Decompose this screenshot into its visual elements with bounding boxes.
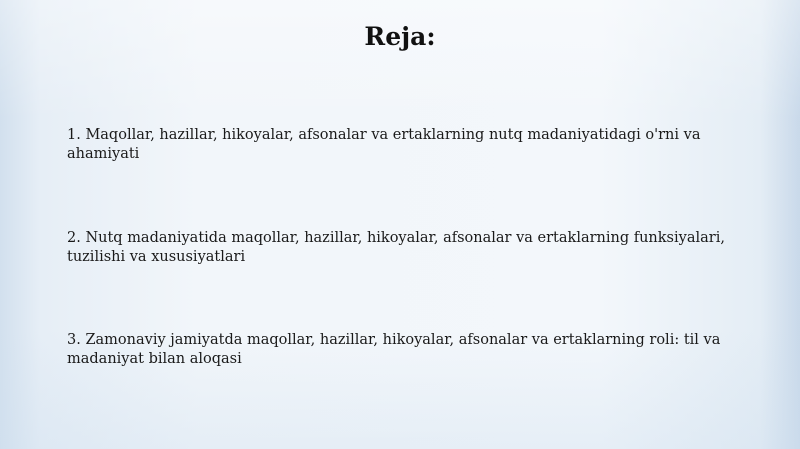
plan-item-2: 2. Nutq madaniyatida maqollar, hazillar, hikoyalar, afsonalar va ertaklarning funksiyalari, tuzilishi va xususiyatlari: [67, 230, 725, 265]
slide-title: Reja:: [364, 22, 436, 51]
plan-item-1: 1. Maqollar, hazillar, hikoyalar, afsonalar va ertaklarning nutq madaniyatidagi o'rni va ahamiyati: [67, 127, 701, 162]
plan-item-3: 3. Zamonaviy jamiyatda maqollar, hazillar, hikoyalar, afsonalar va ertaklarning roli: til va madaniyat bilan aloqasi: [67, 332, 721, 367]
